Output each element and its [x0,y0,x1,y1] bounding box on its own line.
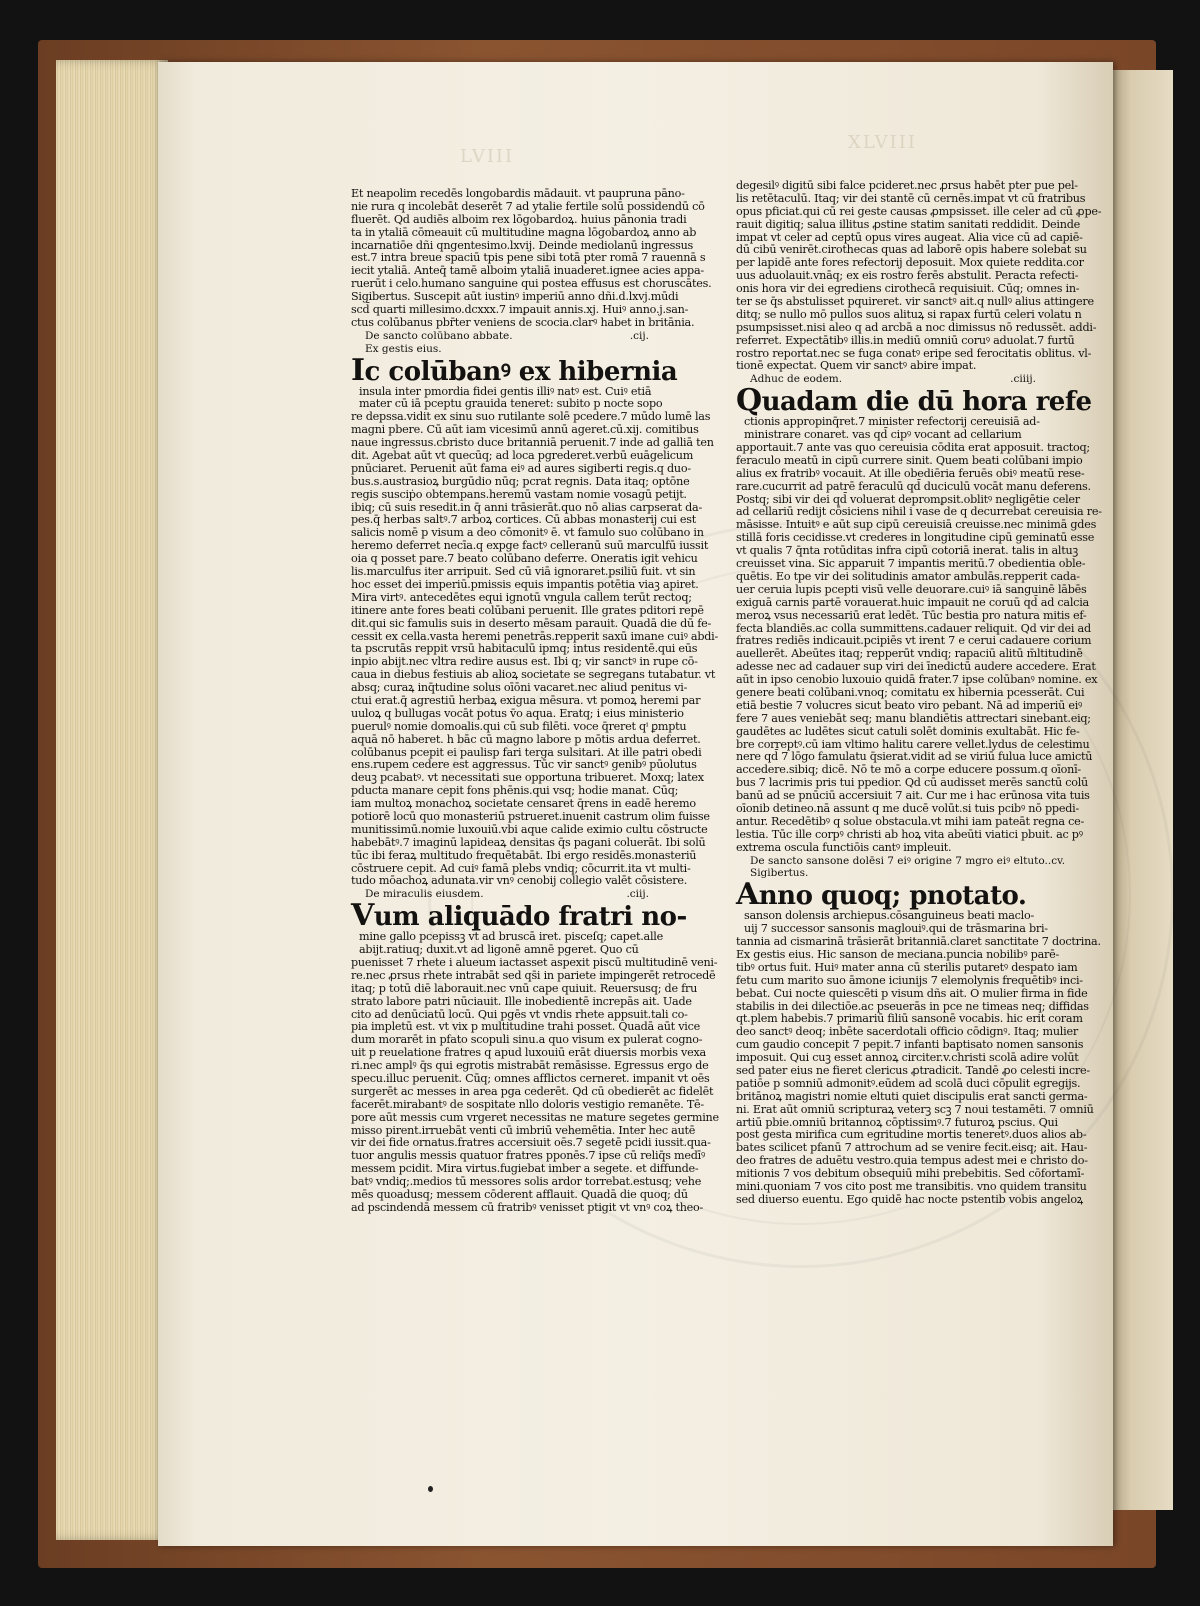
text-line: munitissimū.nomie luxouiū.vbi aque calide eximio cultu cōstructe [351,822,708,836]
text-line: mine gallo pcepissꝫ vt ad bruscā iret. pisceſq; capet.alle [359,930,663,944]
text-line: impat vt celer ad ceptū opus vires augeat. Alia vice cū ad capiē- [736,230,1083,244]
text-line: fecta blandiēs.ac colla summittens.cadauer reliquit. Qd vir dei ad [736,621,1091,635]
text-line: oia q posset pare.7 beato colūbano deferre. Oneratis igit vehicu [351,552,698,566]
text-line: ta pscrutās reppit vrsū habitaculū ipmq; intus residentē.qui eūs [351,642,698,656]
text-line: cito ad denūciatū locū. Qui pgēs vt vndis rhete appsuit.tali co- [351,1007,688,1021]
text-line: tudo mōachoꝝ adunata.vir vnꝰ cenobij collegio valēt cōsistere. [351,874,688,888]
text-line: fluerēt. Qd audiēs alboim rex lōgobardoꝝ. huius pānonia tradi [351,212,687,226]
text-line: deuꝫ pcabatꝰ. vt necessitati sue opportuna tribueret. Moxq; latex [351,771,704,785]
text-line: dū cibū venirēt.cirothecas quas ad laborē opis habere solebat su [736,243,1087,257]
text-line: mēs quoadusq; messem cōderent afflauit. Quadā die quoq; dū [351,1188,688,1202]
text-line: bus.s.austrasioꝝ burgūdio nūq; pcrat regnis. Data itaq; optōne [351,474,690,488]
text-line: Postq; sibi vir dei qd̄ voluerat depromꝑsit.oblitꝰ negligētie celer [736,492,1080,506]
text-line: ta in ytaliā cōmeauit cū multitudine magna lōgobardoꝝ anno ab [351,225,697,239]
initial-letter: A [736,877,759,913]
text-line: Et neapolim recedēs longobardis mādauit. vt paupruna pāno- [351,187,685,200]
text-line: tuor angulis messis quatuor fratres pponēs.7 ipse cū reliq̄s medīꝰ [351,1149,706,1163]
text-line: patiōe p somniū admonitꝰ.eūdem ad scolā duci cōpulit egregijs. [736,1076,1081,1090]
text-line: rostro reportat.nec se fuga conatꝰ eripe sed ferocitatis oblitus. vl- [736,346,1092,360]
heading-text: uadam die dū hora refe [761,387,1092,418]
text-line: inpio abijt.nec vltra redire ausus est. Ibi q; vir sanctꝰ in rupe cō- [351,655,698,669]
text-line: colūbanus pcepit ei paulisp fari terga sulsitari. At ille patri obedi [351,745,702,759]
text-line: ens.rupem cedere est aggressus. Tūc vir sanctꝰ genibꝰ pūolutus [351,758,697,772]
text-line: magni pbere. Cū aūt iam vicesimū annū ageret.cū.xij. comitibus [351,423,699,437]
text-line: rauit digitiq; salua illitus ꝓstine statim sanitati reddidit. Deinde [736,217,1080,231]
text-line: abijt.ratiuq; duxit.vt ad ligonē amnē pgeret. Quo cū [359,943,639,957]
text-line: batꝰ vndiq;.medios tū messores solis ardor torrebat.estusq; vehe [351,1175,702,1189]
left-text-column [351,187,719,1215]
text-line: regis susciṗo obtempans.heremū vastam nomie vosagū petijt. [351,487,687,501]
text-line: iam multoꝝ monachoꝝ societate censaret q̄rens in eadē heremo [351,797,696,811]
text-line: ad pscindendā messem cū fratribꝰ venisset ptigit vt vnꝰ coꝝ theo- [351,1200,704,1214]
text-line: ctui erat.q̄ agrestiū herbaꝝ exigua mēsura. vt pomoꝝ heremi par [351,693,701,707]
text-line: est.7 intra breue spaciū tpis pene sibi totā pter romā 7 rauennā s [351,251,706,265]
text-line: lis retētaculū. Itaq; vir dei stantē cū cernēs.impat vt cū fratribus [736,191,1086,205]
text-line: hoc esset dei imperiū.pmissis equis impantis potētia viaꝫ apiret. [351,577,699,591]
text-line: dum morarēt in pfato scopuli sinu.a quo visum ex pulerat cogno- [351,1033,703,1047]
text-line: dit. Agebat aūt vt quecūq; ad loca pgrederet.verbū euāgelicum [351,449,694,463]
text-line: misso pirent.irruebāt venti cū imbriū vehemētia. Inter hec autē [351,1123,696,1137]
text-line: banū ad se pnūciū accersiuit 7 ait. Cur me i hac erūnosa vita tuis [736,789,1090,803]
text-line: antur. Recedētibꝰ q solue obstacula.vt mihi iam pateāt regna ce- [736,814,1085,828]
heading-text: c colūbanꝰ ex hibernia [364,356,678,387]
text-line: referret. Expectātibꝰ illis.in mediū omniū coruꝰ aduolat.7 furtū [736,333,1075,347]
text-line: bates scilicet pfanū 7 attrochum ad se venire fecit.eisq; ait. Hau- [736,1141,1088,1155]
text-line: strato labore patri nūciauit. Ille inobedientē increpās ait. Uade [351,994,692,1008]
text-line: etiā bestie 7 volucres sicut beato viro pebant. Nā ad imperiū eiꝰ [736,698,1083,712]
section-heading [736,877,1048,913]
text-line: uus aduolauit.vnāq; ex eis rostro ferēs abstulit. Peracta refecti- [736,269,1079,283]
rubric-line [351,343,661,356]
text-line: vt qualis 7 q̄nta rotūditas infra cipū cotoriā inerat. talis in altuꝫ [736,544,1078,558]
text-line: dit.qui sic famulis suis in deserto mēsam parauit. Quadā die dū fe- [351,616,712,630]
rubric-line [351,330,661,343]
text-line: lestia. Tūc ille corpꝰ christi ab hoꝝ vita abeūti viatici pbuit. ac pꝰ [736,827,1083,841]
text-line: pnūciaret. Peruenit aūt fama eiꝰ ad aures sigiberti regis.q duo- [351,461,691,475]
text-line: apportauit.7 ante vas quo cereuisia cōdita erat apposuit. tractoq; [736,441,1090,455]
text-line: tibꝰ ortus fuit. Huiꝰ mater anna cū sterilis putaretꝰ despato iam [736,960,1078,974]
rubric-line [736,867,1048,880]
text-line: potiorē locū quo monasteriū pstrueret.inuenit castrum olim fuisse [351,809,710,823]
text-line: bus 7 lacrimis pris tui ppedior. Qd cū audisset merēs sanctū colū [736,776,1088,790]
text-line: creuisset vina. Sic apparuit 7 impantis meritū.7 obedientia oble- [736,557,1086,571]
text-line: naue ingressus.cbristo duce britanniā peruenit.7 inde ad galliā ten [351,436,714,450]
text-line: extrema oscula functiōis cantꝰ impleuit. [736,840,952,854]
initial-letter: I [351,352,365,388]
text-line: ditq; se nullo mō pullos suos alituꝝ si rapax furtū celeri volatu n [736,307,1082,321]
text-line: sed pater eius ne fieret clericus ꝓtradicit. Tandē ꝓo celesti incre- [736,1064,1090,1077]
text-line: oīonib detineo.nā assunt q me ducē volūt.si tuis pcibꝰ nō ppedi- [736,801,1079,815]
text-line: pore aūt messis cum vrgeret necessitas ne mature segetes germine [351,1110,719,1124]
text-line: rare.cucurrit ad patrē feraculū qd̄ duciculū vocāt manu deferens. [736,479,1091,493]
text-line: caua in diebus festiuis ab alioꝝ societate se segregans tutabatur. vt [351,668,716,682]
text-line: stillā foris cecidisse.vt crederes in longitudine cipū geminatū esse [736,531,1095,545]
text-line: habebātꝰ.7 imaginū lapideaꝝ densitas q̄s pagani coluerāt. Ibi solū [351,835,706,849]
text-line: nie rura q incolebāt deserēt 7 ad ytalie fertile solū possidendū cō [351,199,705,213]
text-line: surgerēt ac messes in area pga cederēt. Qd cū obedierēt ac fidelēt [351,1084,714,1098]
text-line: ri.nec amplꝰ q̄s qui egrotis mistrabāt remāsisse. Egressus ergo de [351,1059,709,1073]
chapter-number: .ciij. [626,888,649,901]
section-heading [736,383,1092,419]
text-line: ministrare conaret. vas qd̄ cipꝰ vocant ad cellarium [744,428,1022,442]
text-line: ni. Erat aūt omniū scripturaꝝ veterꝫ scꝫ 7 noui testamēti. 7 omniū [736,1102,1094,1116]
text-line: feraculo meatū in cipū currere sinit. Quem beati colūbani impio [736,453,1083,467]
text-line: tannia ad cismarinā trāsierāt britanniā.claret sanctitate 7 doctrina. [736,935,1101,949]
text-line: vir dei fide ornatus.fratres accersiuit oēs.7 segetē pcidi iussit.qua- [351,1136,711,1150]
text-line: cum gaudio concepit 7 pepit.7 infanti baptisato nomen sansonis [736,1038,1084,1052]
text-line: cōstruere cepit. Ad cuiꝰ famā plebs vndiq; cōcurrit.ita vt multi- [351,861,691,875]
text-line: puerulꝰ nomie domoalis.qui cū sub filēti. voce q̄reret qⁱ ꝑmptu [351,719,687,733]
text-line: absq; curaꝝ inq̄tudine solus oīōni vacaret.nec aliud penitus vi- [351,681,688,695]
text-line: ad cellariū redijt cōsiciens nihil i vase de q decurrebat cereuisia re- [736,505,1102,519]
text-line: salicis nomē p visum a deo cōmonitꝰ ē. vt famulo suo colūbano in [351,526,704,540]
text-line: uuloꝝ q bullugas vocāt potus v̄o aqua. Eratq; i eius ministerio [351,706,684,720]
text-line: heremo deferret necīa.q expge factꝰ celleranū suū marculfū iussit [351,539,709,553]
rubric-text: Adhuc de eodem. [750,373,843,386]
text-line: facerēt.mirabantꝰ de sospitate nllo doloris vestigio remanēte. Tē- [351,1097,704,1111]
ink-mark [428,1486,433,1492]
text-line: uer ceruia lupis pcepti visū velle deuorare.cuiꝰ iā sanguinē lābēs [736,582,1087,596]
rubric-text: De sancto colūbano abbate. [365,329,513,342]
text-line: aquā nō haberet. h bāc cū magno labore p mōtis ardua deferret. [351,732,701,746]
text-line: stabilis in dei dilectiōe.ac pseuerās in pce ne timeas neq; diffidas [736,999,1089,1013]
text-line: uij 7 successor sansonis maglouiꝰ.qui de trāsmarina bri- [744,922,1048,936]
page-block-edges [56,60,168,1540]
text-line: mater cū iā pceptu grauida teneret: subito p nocte sopo [359,397,663,411]
text-line: ibiq; cū suis resedit.in q̄ anni trāsierāt.quo nō alias carpserat da- [351,500,703,514]
text-line: genere beati colūbani.vnoq; comitatu ex hibernia pcesserāt. Cui [736,685,1085,699]
text-line: mini.quoniam 7 vos cito post me transibitis. vno quidem transitu [736,1180,1087,1194]
rubric-text: Ex gestis eius. [365,342,442,355]
text-line: tionē expectat. Quem vir sanctꝰ abire impat. [736,359,977,373]
text-line: incarnatiōe dñi qngentesimo.lxvij. Deinde mediolanū ingressus [351,238,694,252]
text-line: Ex gestis eius. Hic sanson de meciana.puncia nobilibꝰ parē- [736,947,1060,961]
text-line: Mira virtꝰ. antecedētes equi ignotū vngula callem terūt rectoq; [351,590,692,604]
text-line: artiū pbie.omniū britannoꝝ cōptissimꝰ.7 futuroꝝ pscius. Qui [736,1115,1058,1129]
text-line: exiguā carnis partē vorauerat.huic impauit ne coruū qd̄ ad calcia [736,595,1089,609]
text-line: Sigibertus. Suscepit aūt iustinꝰ imperiū anno dñi.d.lxvj.mūdi [351,290,679,304]
text-line: bre correptꝰ.cū iam vltimo halitu carere vellet.lydus de celestimu [736,737,1090,751]
text-line: qt.plem habebis.7 primariū filiū sansonē vocabis. hic erit coram [736,1012,1083,1026]
rubric-text: De miraculis eiusdem. [365,888,484,901]
page-header-left: LVIII [460,146,515,167]
text-line: pes.q̄ herbas saltꝰ.7 arboꝝ cortices. Cū abbas monasterij cui est [351,513,696,527]
text-line: ctus colūbanus pbr̄ter veniens de scocia.clarꝰ habet in britānia. [351,315,695,329]
page-header-right: XLVIII [848,132,917,153]
text-line: itinere ante fores beati colūbani peruenit. Ille grates pditori repē [351,603,704,617]
text-line: nere qd̄ 7 lōgo famulatu q̄sierat.vidit ad se viriū fulua luce amictū [736,750,1093,764]
initial-letter: V [351,898,374,934]
rubric-line [351,888,661,901]
text-line: deo fratres de aduētu vestro.quia tempus adest mei e christo do- [736,1154,1088,1168]
initial-letter: Q [736,383,762,419]
text-line: accedere.sibiq; dicē. Nō te mō a corpe educere possum.q oīonī- [736,763,1081,777]
right-text-column [736,179,1102,1207]
text-line: adesse nec ad cadauer sup viri dei īnedictū audere accedere. Erat [736,660,1096,674]
text-line: itaq; p totū diē laborauit.nec vnū cape quiuit. Reuersusq; de fru [351,981,698,995]
text-line: fere 7 aues veniebāt seq; manu blandiētis attrectari sinebant.eiq; [736,711,1091,725]
text-line: specu.illuc peruenit. Cūq; omnes afflictos cerneret. impanit vt oēs [351,1072,710,1085]
section-heading [351,898,687,934]
text-line: post gesta mirifica cum egritudine mortis teneretꝰ.duos alios ab- [736,1128,1087,1142]
text-line: re.nec ꝓrsus rhete intrabāt sed qs̄i in pariete impingerēt retrocedē [351,968,716,982]
chapter-number: .ciiij. [1010,373,1036,386]
text-line: auellerēt. Abeūtes itaq; repperūt vndiq; rapaciū alitū m̄ltitudinē [736,647,1083,661]
text-line: fratres rediēs indicauit.pcipiēs vt irent 7 e cerui cadauere corium [736,634,1092,648]
heading-text: nno quoq; pnotato. [758,881,1027,912]
text-line: iecit ytaliā. Anteq̄ tamē alboim ytaliā inuaderet.ignee acies appa- [351,264,704,278]
text-line: opus pficiat.qui cū rei geste causas ꝓmpsisset. ille celer ad cū ꝓpe- [736,204,1102,218]
text-line: messem pcidit. Mira virtus.fugiebat imber a segete. et diffunde- [351,1162,699,1176]
text-line: mitionis 7 vos debitum obsequiū mihi prebebitis. Sed cōfortamī- [736,1167,1085,1181]
text-line: sanson dolensis archiepus.cōsanguineus beati maclo- [744,909,1034,923]
text-line: ter se q̄s abstulisset pquireret. vir sanctꝰ ait.q nullꝰ alius attingere [736,295,1094,309]
text-line: britānoꝝ magistri nomie eltuti quiet discipulis erat sancti germa- [736,1089,1088,1103]
text-line: onis hora vir dei egrediens cirothecā requisiuit. Cūq; omnes in- [736,282,1080,296]
text-line: degesilꝰ digitū sibi falce pcideret.nec ꝓrsus habēt pter pue pel- [736,179,1078,192]
text-line: pducta manare cepit fons phēnis.qui vsq; hodie manat. Cūq; [351,784,679,798]
text-line: tūc ibi feraꝝ multitudo frequētabāt. Ibi ergo residēs.monasteriū [351,848,697,862]
text-line: scd̄ quarti millesimo.dcxxx.7 imꝑauit annis.xj. Huiꝰ anno.j.san- [351,303,689,317]
heading-text: um aliquādo fratri no- [373,902,687,933]
text-line: pia impletū est. vt vix p multitudine trahi posset. Quadā aūt vice [351,1020,700,1034]
text-line: lis.marculfus iter arripuit. Sed cū viā ignoraret.psiliū fuit. vt sin [351,565,696,579]
text-line: meroꝝ vsus necessariū erat ledēt. Tūc bestia pro natura mitis ef- [736,608,1087,622]
rubric-text: De sancto sansone dolēsi 7 eiꝰ origine 7 mgro eiꝰ eltuto. [750,854,1048,867]
text-line: bebat. Cui nocte quiescēti p visum dñs ait. O mulier firma in fide [736,986,1088,1000]
text-line: māsisse. Intuitꝰ e aūt sup cipū cereuisiā creuisse.nec minimā gdes [736,518,1097,532]
text-line: re depssa.vidit ex sinu suo rutilante solē pcedere.7 mūdo lumē las [351,410,711,424]
chapter-number: .cij. [629,329,649,342]
rubric-line [736,373,1048,386]
text-line: sed diuerso euentu. Ego quidē hac nocte pstentib vobis angeloꝝ [736,1192,1084,1206]
text-line: ruerūt i celo.humano sanguine qui postea effusus est choruscātes. [351,277,712,291]
text-line: quētis. Eo tpe vir dei solitudinis amator ambulās.repperit cada- [736,569,1080,583]
text-line: per lapidē ante fores refectorij deposuit. Mox quiete reddita.cor [736,256,1084,270]
chapter-number: .cv. [1047,854,1066,867]
text-line: insula inter pmordia fidei gentis illiꝰ natꝰ est. Cuiꝰ etiā [359,384,652,398]
text-line: puenisset 7 rhete i alueum iactasset aspexit piscū multitudinē veni- [351,955,718,969]
text-line: gaudētes ac ludētes sicut catuli solēt dominis exultabāt. Hic fe- [736,724,1080,738]
text-line: ctionis appropinq̄ret.7 minister refectorij cereuisiā ad- [744,415,1040,429]
rubric-line [736,854,1066,868]
text-line: aūt in ipso cenobio luxouio quidā frater.7 ipse colūbanꝰ nomine. ex [736,673,1098,687]
text-line: imposuit. Qui cuꝫ esset annoꝝ circiter.v.christi scolā adire volūt [736,1051,1079,1065]
text-line: cessit ex cella.vasta heremi penetrās.repperit saxū imane cuiꝰ abdi- [351,629,719,643]
text-line: uit p reuelatione fratres q apud luxouiū erāt diuersis morbis vexa [351,1046,706,1060]
rubric-text: Sigibertus. [750,867,809,880]
section-heading [351,352,678,388]
text-line: psumpsisset.nisi aleo q ad arcbā a noc dimissus nō redussēt. addi- [736,320,1097,334]
text-line: deo sanctꝰ deoq; inbēte sacerdotali officio cōdignꝰ. Itaq; mulier [736,1025,1078,1039]
text-line: fetu cum marito suo āmone iciunijs 7 elemolynis frequētibꝰ inci- [736,973,1083,987]
text-line: alius ex fratribꝰ vocauit. At ille obediēria feruēs obiꝰ meatū rese- [736,466,1085,480]
